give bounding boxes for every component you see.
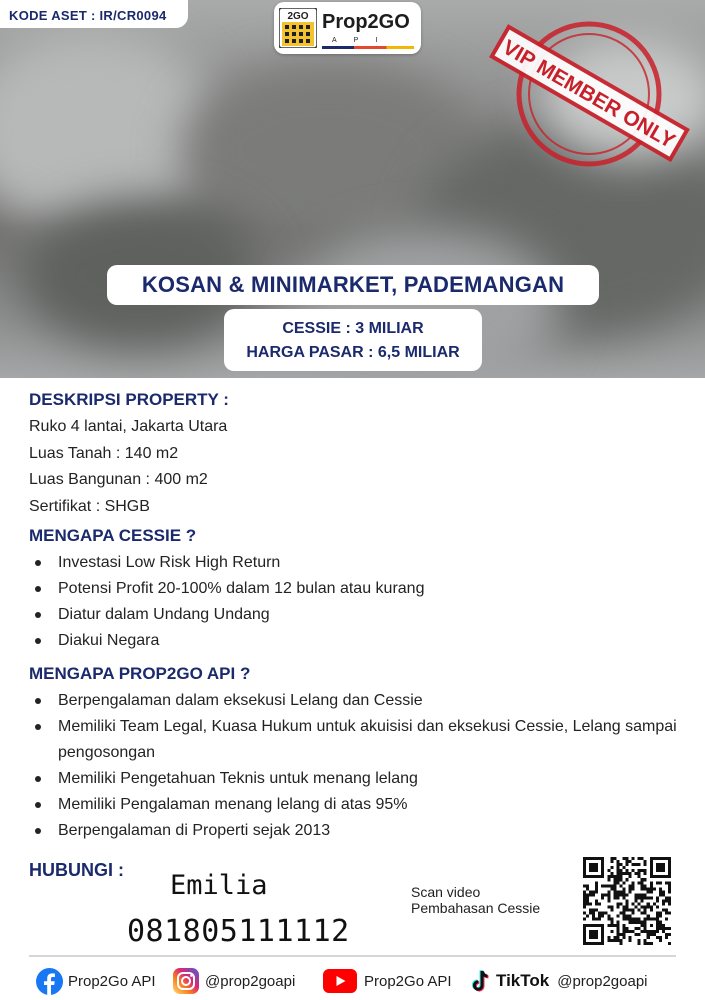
description-title: DESKRIPSI PROPERTY : [29,390,229,409]
list-item: Investasi Low Risk High Return [29,550,689,576]
youtube-handle: Prop2Go API [364,972,452,990]
qr-code-icon[interactable] [583,857,671,945]
list-item: Potensi Profit 20-100% dalam 12 bulan atau kurang [29,576,689,602]
prop2go-logo [274,2,421,54]
list-item: Diatur dalam Undang Undang [29,602,689,628]
instagram-handle: @prop2goapi [205,972,296,990]
contact-phone[interactable]: 081805111112 [127,914,350,949]
property-details [29,388,689,844]
why-cessie-list [29,550,689,654]
contact-name: Emilia [170,870,268,901]
contact-title: HUBUNGI : [29,860,124,880]
asset-code-badge: KODE ASET : IR/CR0094 [0,0,188,28]
social-instagram[interactable] [173,966,295,996]
list-item: Berpengalaman dalam eksekusi Lelang dan Cessie [29,688,689,714]
vip-member-stamp [486,8,692,180]
list-item: Memiliki Pengetahuan Teknis untuk menang lelang [29,766,689,792]
logo-color-bar [322,46,414,49]
social-facebook[interactable] [36,966,156,996]
list-item: Memiliki Pengalaman menang lelang di atas 95% [29,792,689,818]
youtube-icon [323,969,357,993]
scan-line-1: Scan video [411,884,481,900]
facebook-handle: Prop2Go API [68,972,156,990]
divider [29,955,676,957]
list-item: Memiliki Team Legal, Kuasa Hukum untuk akuisisi dan eksekusi Cessie, Lelang sampai pengosongan [29,714,689,766]
scan-line-2: Pembahasan Cessie [411,900,541,916]
social-tiktok[interactable] [470,966,648,996]
market-price: HARGA PASAR : 6,5 MILIAR [246,344,460,361]
facebook-icon [36,968,63,995]
description-line: Sertifikat : SHGB [29,497,150,515]
scan-caption [411,884,540,916]
list-item: Diakui Negara [29,628,689,654]
instagram-icon [173,968,199,994]
price-box [224,309,482,371]
tiktok-brand: TikTok [496,971,550,990]
why-prop2go-list [29,688,689,844]
why-cessie-title: MENGAPA CESSIE ? [29,526,197,545]
description-line: Luas Tanah : 140 m2 [29,444,179,462]
description-line: Luas Bangunan : 400 m2 [29,471,208,488]
property-title: KOSAN & MINIMARKET, PADEMANGAN [107,265,599,305]
logo-subtitle: API [332,37,395,44]
cessie-price: CESSIE : 3 MILIAR [282,320,424,337]
building-logo-icon [279,8,317,48]
tiktok-handle: @prop2goapi [557,972,648,990]
hero-photo [0,0,705,378]
why-prop2go-title: MENGAPA PROP2GO API ? [29,664,251,683]
description-line: Ruko 4 lantai, Jakarta Utara [29,418,228,435]
logo-mark-text: 2GO [287,11,309,22]
tiktok-icon [470,969,492,994]
stamp-text: VIP MEMBER ONLY [498,35,679,154]
list-item: Berpengalaman di Properti sejak 2013 [29,818,689,844]
social-youtube[interactable] [323,966,452,996]
logo-name: Prop2GO [322,11,410,33]
